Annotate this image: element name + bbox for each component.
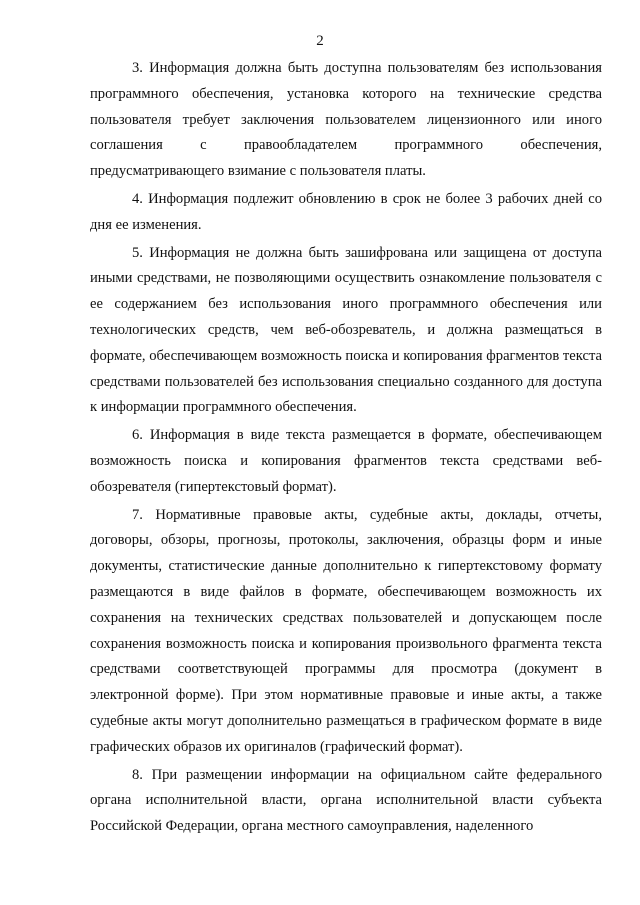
paragraph-6: 6. Информация в виде текста размещается в формате, обеспечивающем возможность поиска и копирования фрагментов текста средствами веб-обозревателя (гипертекстовый формат). (90, 427, 602, 495)
paragraph-7: 7. Нормативные правовые акты, судебные акты, доклады, отчеты, договоры, обзоры, прогнозы, протоколы, заключения, образцы форм и иные документы, статистические данные дополнительно к гипертекстовому формату размещаются в виде файлов в формате, обеспечивающем возможность их сохранения на технических средствах пользователей и допускающем после сохранения возможность поиска и копирования произвольного фрагмента текста средствами соответствующей программы для просмотра (документ в электронной форме). При этом нормативные правовые и иные акты, а также судебные акты могут дополнительно размещаться в графическом формате в виде графических образов их оригиналов (графический формат). (90, 506, 602, 755)
document-body (90, 56, 602, 840)
paragraph-5: 5. Информация не должна быть зашифрована или защищена от доступа иными средствами, не позволяющими осуществить ознакомление пользователя с ее содержанием без использования иного программного обеспечения или технологических средств, чем веб-обозреватель, и должна размещаться в формате, обеспечивающем возможность поиска и копирования фрагментов текста средствами пользователей без использования специально созданного для доступа к информации программного обеспечения. (90, 244, 602, 416)
page-number: 2 (316, 33, 324, 49)
paragraph-8: 8. При размещении информации на официальном сайте федерального органа исполнительной власти, органа исполнительной власти субъекта Российской Федерации, органа местного самоуправления, наделенного (90, 766, 602, 835)
paragraph-3: 3. Информация должна быть доступна пользователям без использования программного обеспечения, установка которого на технические средства пользователя требует заключения пользователем лицензионного или иного соглашения с правообладателем программного обеспечения, предусматривающего взимание с пользователя платы. (90, 60, 602, 180)
paragraph-4: 4. Информация подлежит обновлению в срок не более 3 рабочих дней со дня ее изменения. (90, 190, 602, 233)
